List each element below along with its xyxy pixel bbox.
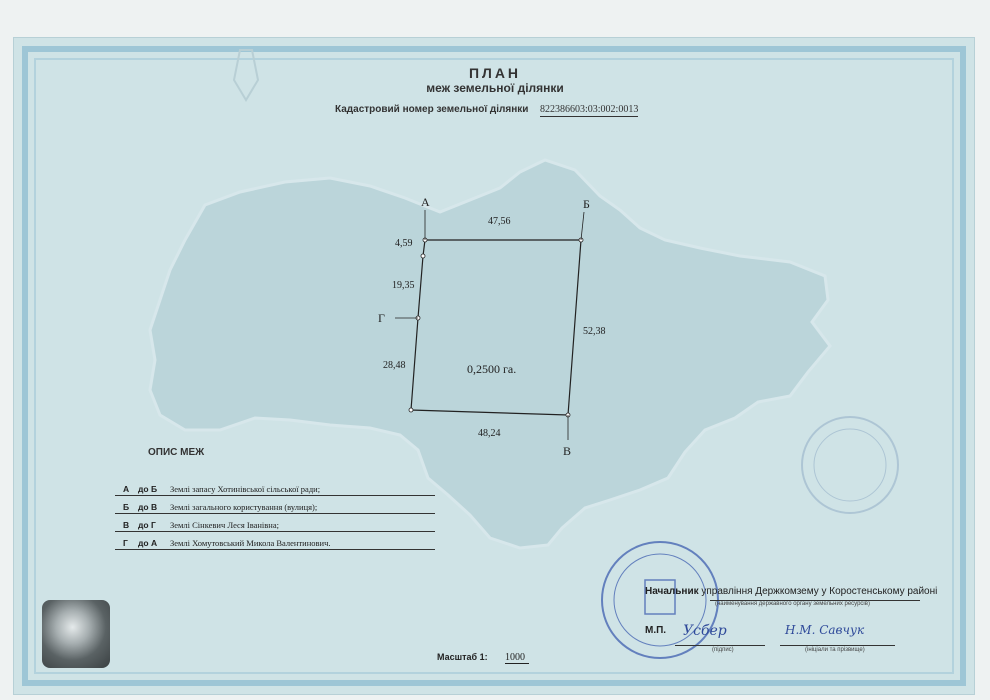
boundary-from: А [123, 484, 130, 494]
document-title: ПЛАН [468, 65, 522, 81]
vertex-label-a: А [421, 195, 430, 209]
boundary-row [115, 514, 435, 532]
vertex-label-b: Б [583, 197, 590, 211]
boundaries-title: ОПИС МЕЖ [148, 447, 205, 458]
vertex-label-v: В [563, 444, 572, 458]
boundary-from: Б [123, 502, 130, 512]
round-stamp-main [602, 542, 718, 658]
boundary-row [115, 478, 435, 496]
organization-caption: (найменування державного органу земельних ресурсів) [715, 601, 870, 607]
handwritten-name: Н.М. Савчук [785, 623, 865, 637]
handwritten-signature: Усбер [683, 623, 727, 639]
signatory-organization [645, 586, 937, 597]
dimension-b-v: 52,38 [583, 326, 606, 337]
dimension-mid-g: 19,35 [392, 280, 415, 291]
organization-name: управління Держкомзему у Коростенському районі [701, 586, 938, 597]
boundary-to: до В [138, 502, 158, 512]
dimension-a-b: 47,56 [488, 216, 511, 227]
signature-line [675, 645, 765, 646]
signature-caption: (підпис) [712, 647, 734, 653]
dimension-bottom: 48,24 [478, 428, 501, 439]
boundary-row [115, 496, 435, 514]
plot-area: 0,2500 га. [467, 362, 517, 376]
vertex-marker-bottom-left [409, 408, 413, 412]
vertex-label-g: Г [378, 311, 385, 325]
boundary-to: до Б [138, 484, 158, 494]
boundary-to: до А [138, 538, 158, 548]
boundary-description: Землі запасу Хотинівської сільської ради; [170, 484, 321, 494]
scale-value: 1000 [505, 652, 529, 664]
scale-label: Масштаб 1: [437, 652, 488, 662]
boundary-row [115, 532, 435, 550]
hologram-sticker [42, 600, 110, 668]
cadastral-label: Кадастровий номер земельної ділянки [335, 104, 529, 115]
boundary-from: Г [123, 538, 128, 548]
name-line [780, 645, 895, 646]
round-stamp-faded [802, 417, 898, 513]
name-caption: (ініціали та прізвище) [805, 647, 865, 653]
boundaries-table [115, 478, 435, 550]
boundary-description: Землі Хомутовський Микола Валентинович. [170, 538, 331, 548]
boundary-description: Землі загального користування (вулиця); [170, 502, 318, 512]
document-subtitle: меж земельної ділянки [426, 81, 564, 95]
dimension-a-top: 4,59 [395, 238, 413, 249]
signatory-role: Начальник [645, 586, 699, 597]
vertex-marker-a2 [421, 254, 425, 258]
boundary-description: Землі Сінкевич Леся Іванівна; [170, 520, 279, 530]
boundary-from: В [123, 520, 130, 530]
boundary-to: до Г [138, 520, 156, 530]
stamp-place-label: М.П. [645, 625, 667, 636]
dimension-g-v: 28,48 [383, 360, 406, 371]
cadastral-number: 822386603:03:002:0013 [540, 104, 639, 115]
